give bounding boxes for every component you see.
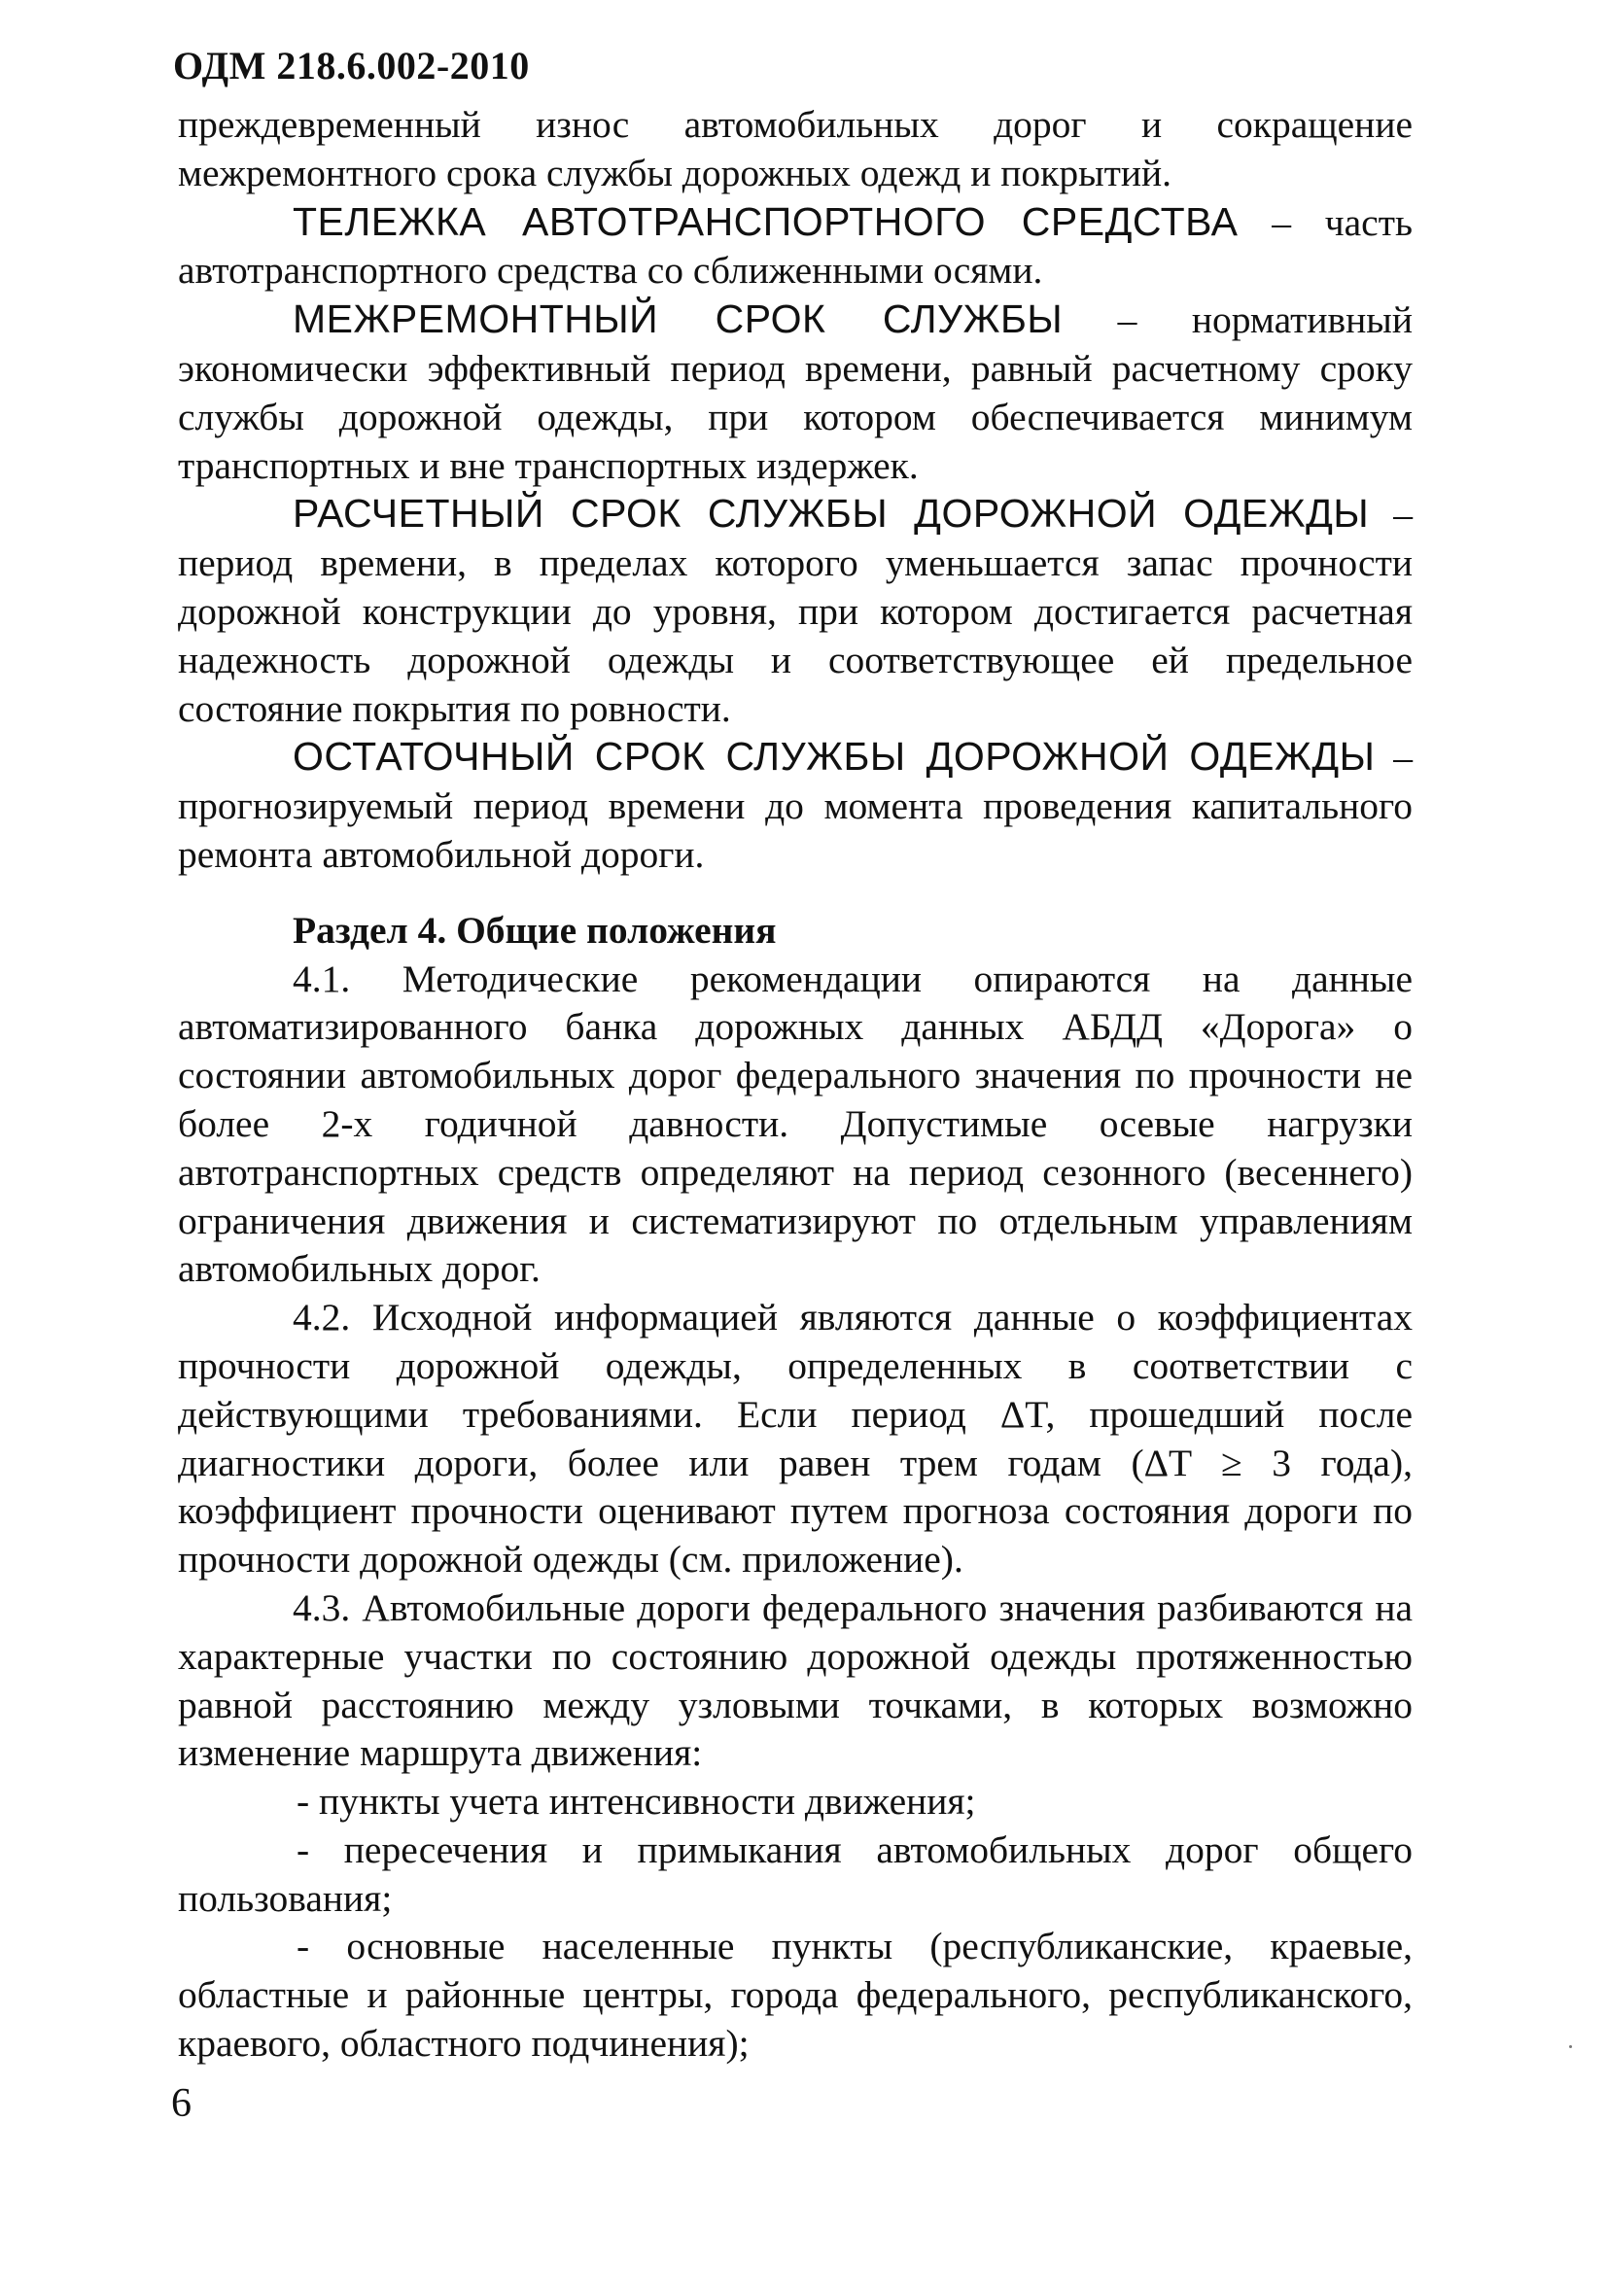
page-number: 6 xyxy=(171,2081,192,2126)
definition-term: МЕЖРЕМОНТНЫЙ СРОК СЛУЖБЫ xyxy=(293,296,1064,342)
document-code-header: ОДМ 218.6.002-2010 xyxy=(173,44,530,87)
continuation-paragraph: преждевременный износ автомобильных дорог и сокращение межремонтного срока службы дорожных одежд и покрытий. xyxy=(178,103,1413,194)
definition-term: ОСТАТОЧНЫЙ СРОК СЛУЖБЫ ДОРОЖНОЙ ОДЕЖДЫ xyxy=(293,734,1376,780)
definition-text: – прогнозируемый период времени до момента проведения капитального ремонта автомобильной дороги. xyxy=(178,736,1413,876)
definition-design-life xyxy=(178,490,1413,733)
list-item: - основные населенные пункты (республиканские, краевые, областные и районные центры, города федерального, республиканского, краевого, областного подчинения); xyxy=(178,1925,1413,2066)
list-item: - пересечения и примыкания автомобильных дорог общего пользования; xyxy=(178,1827,1413,1920)
definition-term: РАСЧЕТНЫЙ СРОК СЛУЖБЫ ДОРОЖНОЙ ОДЕЖДЫ xyxy=(293,491,1370,537)
list-item: - пункты учета интенсивности движения; xyxy=(297,1780,976,1824)
definition-residual-life xyxy=(178,733,1413,879)
scan-speck xyxy=(1569,2045,1572,2048)
clause-4-1: 4.1. Методические рекомендации опираются на данные автоматизированного банка дорожных данных АБДД «Дорога» о состоянии автомобильных дорог федерального значения по прочности не более 2-х годичной давности. Допустимые осевые нагрузки автотранспортных средств определяют на период сезонного (весеннего) ограничения движения и систематизируют по отдельным управлениям автомобильных дорог. xyxy=(178,957,1413,1291)
definition-bogie xyxy=(178,198,1413,296)
definition-term: ТЕЛЕЖКА АВТОТРАНСПОРТНОГО СРЕДСТВА xyxy=(293,198,1239,244)
definition-text: – часть автотранспортного средства со сближенными осями. xyxy=(178,200,1413,293)
definition-text: – нормативный экономически эффективный период времени, равный расчетному сроку службы дорожной одежды, при котором обеспечивается минимум транспортных и вне транспортных издержек. xyxy=(178,298,1413,487)
clause-4-3: 4.3. Автомобильные дороги федерального значения разбиваются на характерные участки по состоянию дорожной одежды протяженностью равной расстоянию между узловыми точками, в которых возможно изменение маршрута движения: xyxy=(178,1585,1413,1775)
definition-text: – период времени, в пределах которого уменьшается запас прочности дорожной конструкции до уровня, при котором достигается расчетная надежность дорожной одежды и соответствующее ей предельное состояние покрытия по ровности. xyxy=(178,493,1414,730)
definition-interrepair-life xyxy=(178,296,1413,490)
section-heading: Раздел 4. Общие положения xyxy=(293,908,777,952)
page-body xyxy=(178,101,1413,2069)
clause-4-2: 4.2. Исходной информацией являются данные о коэффициентах прочности дорожной одежды, определенных в соответствии с действующими требованиями. Если период ΔT, прошедший после диагностики дороги, более или равен трем годам (ΔT ≥ 3 года), коэффициент прочности оценивают путем прогноза состояния дороги по прочности дорожной одежды (см. приложение). xyxy=(178,1296,1413,1582)
